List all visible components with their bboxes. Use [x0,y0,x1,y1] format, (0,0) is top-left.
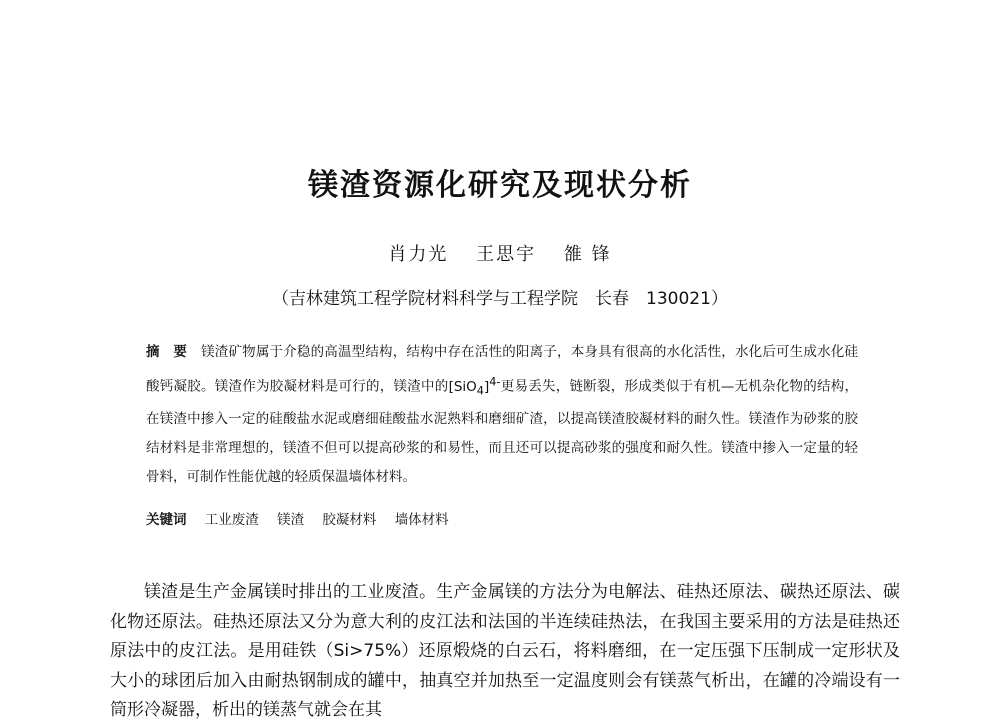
keyword: 工业废渣 [204,512,259,528]
keyword: 墙体材料 [394,512,449,528]
author-name: 雒 锋 [563,244,612,265]
keyword: 镁渣 [277,512,305,528]
body-paragraph: 镁渣是生产金属镁时排出的工业废渣。生产金属镁的方法分为电解法、硅热还原法、碳热还原法、碳化物还原法。硅热还原法又分为意大利的皮江法和法国的半连续硅热法，在我国主要采用的方法是硅热还原法中的皮江法。是用硅铁（Si>75%）还原煅烧的白云石，将料磨细，在一定压强下压制成一定形状及大小的球团后加入由耐热钢制成的罐中，抽真空并加热至一定温度则会有镁蒸气析出，在罐的冷端设有一筒形冷凝器，析出的镁蒸气就会在其 [110,582,900,720]
abstract [146,338,858,492]
affiliation: （吉林建筑工程学院材料科学与工程学院 长春 130021） [272,289,728,309]
author-name: 王思宇 [476,244,537,265]
abstract-label: 摘 要 [146,344,188,360]
author-name: 肖力光 [388,244,449,265]
keywords-label: 关键词 [146,512,187,528]
keyword: 胶凝材料 [322,512,377,528]
formula-sio4: $[SiO_4]^{4-}$ [448,375,501,398]
abstract-text: 镁渣矿物属于介稳的高温型结构，结构中存在活性的阳离子，本身具有很高的水化活性，水化后可生成水化硅酸钙凝胶。镁渣作为胶凝材料是可行的，镁渣中的 [146,344,859,395]
paper-title: 镁渣资源化研究及现状分析 [308,168,692,203]
body-text [110,578,900,726]
author-list [0,240,1000,266]
keywords [146,508,858,528]
abstract-text-continued: 更易丢失，链断裂，形成类似于有机—无机杂化物的结构，在镁渣中掺入一定的硅酸盐水泥或磨细硅酸盐水泥熟料和磨细矿渣，以提高镁渣胶凝材料的耐久性。镁渣作为砂浆的胶结材料是非常理想的，镁渣不但可以提高砂浆的和易性，而且还可以提高砂浆的强度和耐久性。镁渣中掺入一定量的轻骨料，可制作性能优越的轻质保温墙体材料。 [146,378,859,486]
